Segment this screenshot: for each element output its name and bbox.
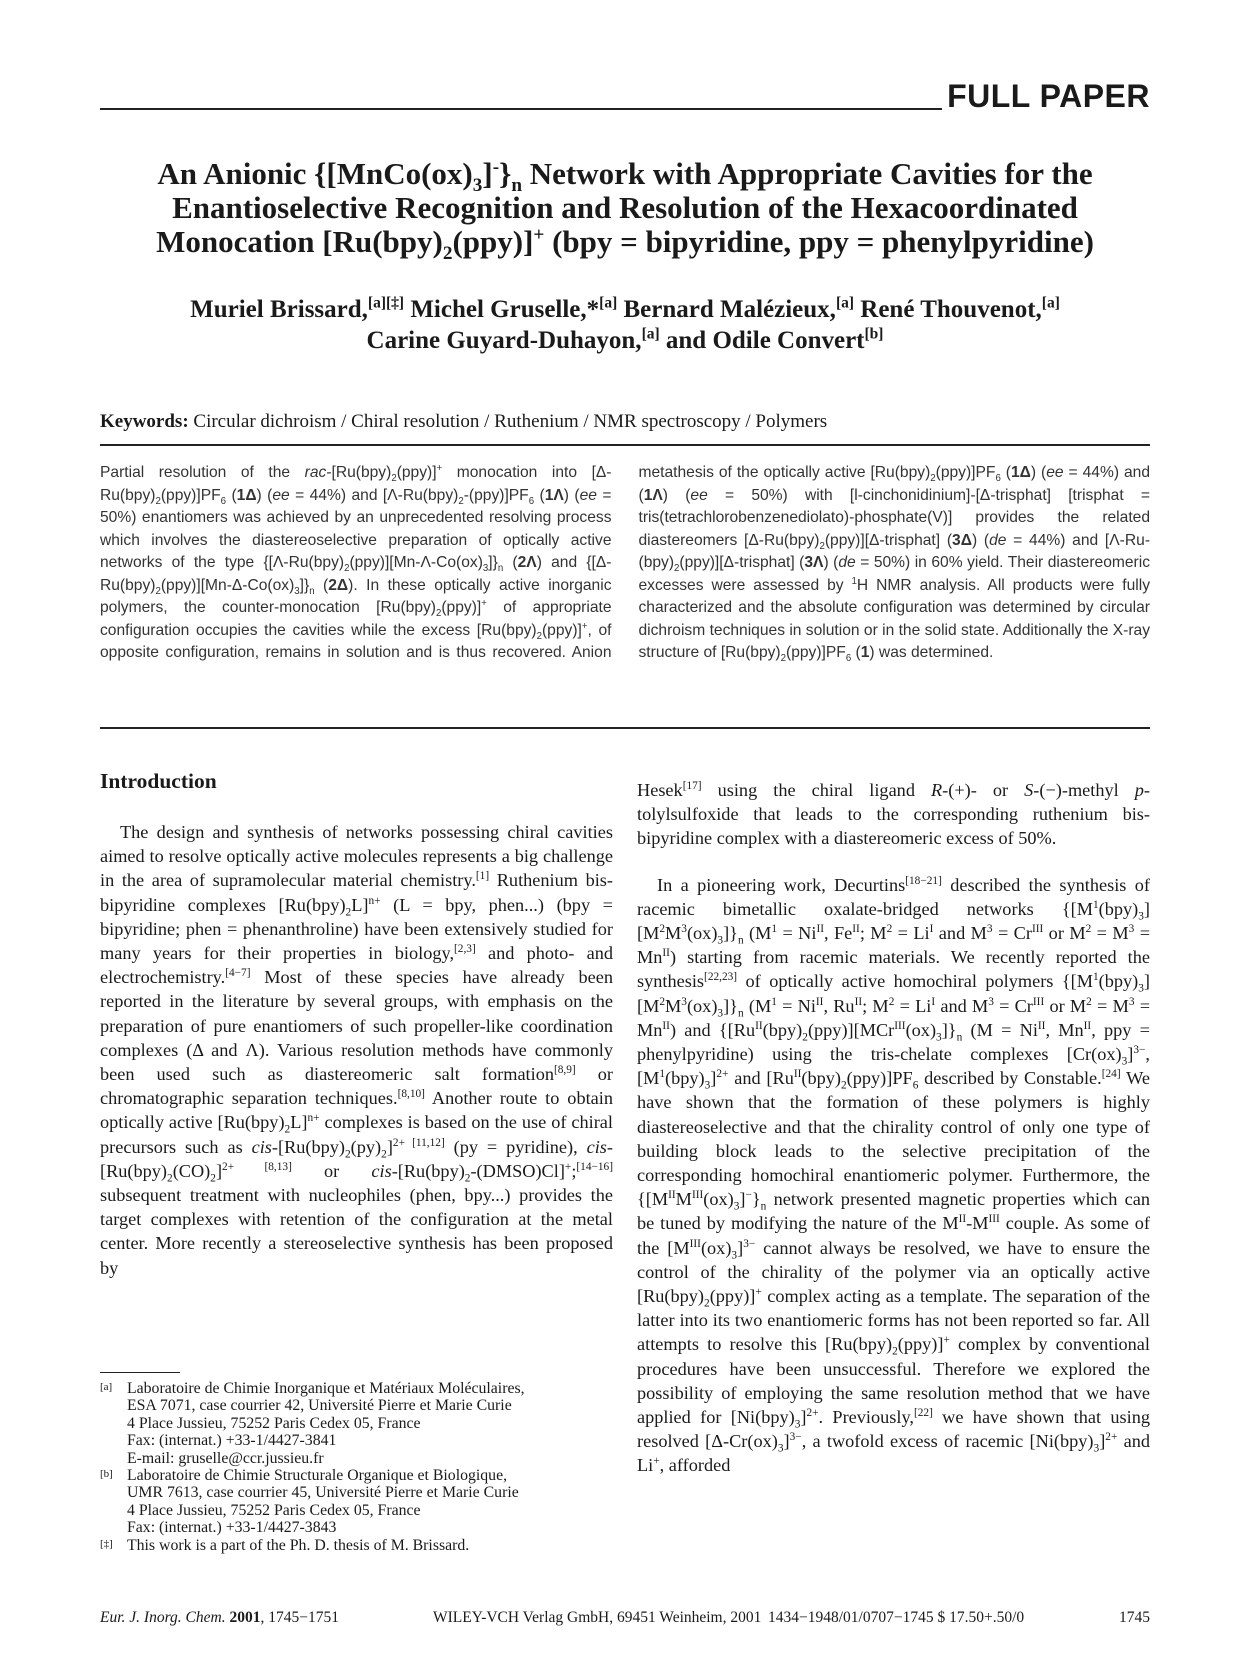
keywords xyxy=(100,410,1150,434)
contact-email: E-mail: gruselle@ccr.jussieu.fr xyxy=(127,1449,324,1467)
footnote-a: [a] Laboratoire de Chimie Inorganique et Matériaux Moléculaires, ESA 7071, case courrier 42, Université Pierre et Marie Curie 4 Place Jussieu, 75252 Paris Cedex 05, France Fax: (internat.) +33-1/4427-3841 E-mail: gruselle@ccr.jussieu.fr xyxy=(100,1380,613,1467)
section-label: FULL PAPER xyxy=(947,78,1150,114)
article-code: 1434−1948/01/0707−1745 $ 17.50+.50/0 xyxy=(768,1609,1025,1626)
paragraph: The design and synthesis of networks possessing chiral cavities aimed to resolve optically active molecules represents a big challenge in the area of supramolecular material chemistry.[1] Ruthenium bis-bipyridine complexes $[Ru(bpy)_2L]^{n+}$ (L = bpy, phen...) (bpy = bipyridine; phen = phenanthroline) have been extensively studied for many years for their properties in biology,[2,3] and photo- and electrochemistry.[4−7] Most of these species have already been reported in the literature by several groups, with emphasis on the preparation of pure enantiomers of such propeller-like coordination complexes (Δ and Λ). Various resolution methods have commonly been used such as diastereomeric salt formation[8,9] or chromatographic separation techniques.[8,10] Another route to obtain optically active $[Ru(bpy)_2L]^{n+}$ complexes is based on the use of chiral precursors such as cis-$[Ru(bpy)_2(py)_2]^{2+ [11,12]}$ (py = pyridine), cis-$[Ru(bpy)_2(CO)_2]^{2+ [8,13]}$ or cis-$[Ru(bpy)_2-(DMSO)Cl]^+;[14-16]$ subsequent treatment with nucleophiles (phen, bpy...) provides the target complexes with retention of the configuration at the metal center. More recently a stereoselective synthesis has been proposed by xyxy=(100,822,614,1278)
author: Michel Gruselle,* xyxy=(404,296,600,323)
author: René Thouvenot, xyxy=(854,296,1042,323)
footnote-b: [b] Laboratoire de Chimie Structurale Organique et Biologique, UMR 7613, case courrier 45, Université Pierre et Marie Curie 4 Place Jussieu, 75252 Paris Cedex 05, France Fax: (internat.) +33-1/4427-3843 xyxy=(100,1467,519,1537)
paragraph: Hesek[17] using the chiral ligand R-(+)- or S-(−)-methyl p-tolylsulfoxide that leads to the corresponding ruthenium bis-bipyridine complex with a diastereomeric excess of 50%. xyxy=(637,779,1150,849)
author: Carine Guyard-Duhayon, xyxy=(366,327,642,354)
keywords-rule xyxy=(100,444,1150,446)
paper-title: An Anionic $\{[MnCo(ox)_3]^-\}_n$ Network with Appropriate Cavities for the Enantioselective Recognition and Resolution of the Hexacoordinated Monocation $[Ru(bpy)_2(ppy)]^+$ (bpy = bipyridine, ppy = phenylpyridine) xyxy=(156,156,1094,265)
footnote-rule xyxy=(100,1372,180,1373)
body-column-left xyxy=(100,768,613,1280)
author: Muriel Brissard, xyxy=(190,296,368,323)
author: and Odile Convert xyxy=(659,327,865,354)
page-header xyxy=(100,78,1150,118)
abstract: Partial resolution of the rac-$[Ru(bpy)_2(ppy)]^+$ monocation into $[\Delta-Ru(bpy)_2(ppy)]PF_6$ (1Δ) (ee = 44%) and $[\Lambda-Ru(bpy)_2-(ppy)]PF_6$ (1Λ) (ee = 50%) enantiomers was achieved by an unprecedented resolving process which involves the diastereoselective preparation of optically active networks of the type $\{[\Lambda-Ru(bpy)_2(ppy)][Mn-\Lambda-Co(ox)_3]\}_n$ (2Λ) and $\{[\Delta-Ru(bpy)_2(ppy)][Mn-\Delta-Co(ox)_3]\}_n$ (2Δ). In these optically active inorganic polymers, the counter-monocation $[Ru(bpy)_2(ppy)]^+$ of appropriate configuration occupies the cavities while the excess $[Ru(bpy)_2(ppy)]^+$, of opposite configuration, remains in solution and is thus recovered. Anion metathesis of the optically active $[Ru(bpy)_2(ppy)]PF_6$ (1Δ) (ee = 44%) and (1Λ) (ee = 50%) with [l-cinchonidinium]-[Δ-trisphat] [trisphat = tris(tetrachlorobenzenediolato)-phosphate(V)] provides the related diastereomers $[\Delta-Ru(bpy)_2(ppy)][\Delta-trisphat]$ (3Δ) (de = 44%) and $[\Lambda-Ru-(bpy)_2(ppy)][\Delta-trisphat]$ (3Λ) (de = 50%) in 60% yield. Their diastereomeric excesses were assessed by $^1$H NMR analysis. All products were fully characterized and the absolute configuration was determined by circular dichroism techniques in solution or in the solid state. Additionally the X-ray structure of $[Ru(bpy)_2(ppy)]PF_6$ (1) was determined. xyxy=(100,462,1151,665)
section-heading: Introduction xyxy=(100,769,217,793)
footnote-c: [‡] This work is a part of the Ph. D. thesis of M. Brissard. xyxy=(100,1536,470,1554)
page-number: 1745 xyxy=(1119,1609,1150,1626)
publisher-line: WILEY-VCH Verlag GmbH, 69451 Weinheim, 2001 xyxy=(433,1609,762,1626)
keywords-label: Keywords: xyxy=(100,411,189,432)
abstract-rule xyxy=(100,727,1150,729)
journal-citation: Eur. J. Inorg. Chem. 2001, 1745−1751 xyxy=(100,1609,339,1626)
footnotes xyxy=(100,1380,613,1554)
header-rule xyxy=(100,108,942,110)
author-list: Muriel Brissard,[a][‡] Michel Gruselle,*[a] Bernard Malézieux,[a] René Thouvenot,[a] Carine Guyard-Duhayon,[a] and Odile Convert[b] xyxy=(190,294,1060,354)
body-column-right xyxy=(637,778,1150,1478)
author: Bernard Malézieux, xyxy=(617,296,836,323)
keywords-text: Circular dichroism / Chiral resolution / Ruthenium / NMR spectroscopy / Polymers xyxy=(188,411,828,432)
paragraph: In a pioneering work, Decurtins[18−21] described the synthesis of racemic bimetallic oxalate-bridged networks $\{[M^1(bpy)_3][M^2M^3(ox)_3]\}_n$ ($M^1 = Ni^{II}$, $Fe^{II}$; $M^2 = Li^I$ and $M^3 = Cr^{III}$ or $M^2 = M^3 = Mn^{II}$) starting from racemic materials. We recently reported the synthesis[22,23] of optically active homochiral polymers $\{[M^1(bpy)_3][M^2M^3(ox)_3]\}_n$ ($M^1 = Ni^{II}$, $Ru^{II}$; $M^2 = Li^I$ and $M^3 = Cr^{III}$ or $M^2 = M^3 = Mn^{II}$) and $\{[Ru^{II}(bpy)_2(ppy)][MCr^{III}(ox)_3]\}_n$ ($M = Ni^{II}$, $Mn^{II}$, ppy = phenylpyridine) using the tris-chelate complexes $[Cr(ox)_3]^{3-}$, $[M^1(bpy)_3]^{2+}$ and $[Ru^{II}(bpy)_2(ppy)]PF_6$ described by Constable.[24] We have shown that the formation of these polymers is highly diastereoselective and that the chirality control of only one type of building block leads to the selective precipitation of the corresponding homochiral enantiomeric polymer. Furthermore, the $\{[M^{II}M^{III}(ox)_3]^-\}_n$ network presented magnetic properties which can be tuned by modifying the nature of the $M^{II}-M^{III}$ couple. As some of the $[M^{III}(ox)_3]^{3-}$ cannot always be resolved, we have to ensure the control of the chirality of the polymer via an optically active $[Ru(bpy)_2(ppy)]^+$ complex acting as a template. The separation of the latter into its two enantiomeric forms has not been reported so far. All attempts to resolve this $[Ru(bpy)_2(ppy)]^+$ complex by conventional procedures have been unsuccessful. Therefore we explored the possibility of employing the same resolution method that we have applied for $[Ni(bpy)_3]^{2+}$. Previously,[22] we have shown that using resolved $[\Delta-Cr(ox)_3]^{3-}$, a twofold excess of racemic $[Ni(bpy)_3]^{2+}$ and Li+, afforded xyxy=(637,874,1151,1476)
